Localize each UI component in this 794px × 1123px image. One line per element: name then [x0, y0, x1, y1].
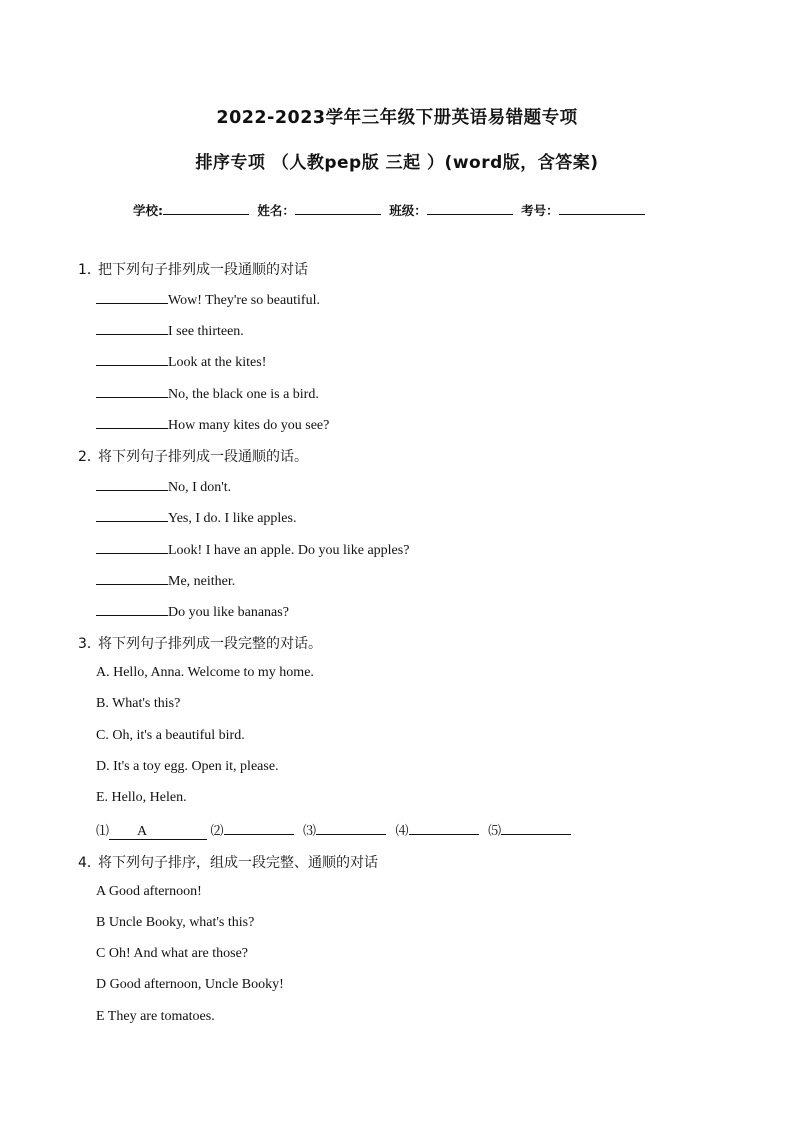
question-4-heading: [78, 852, 378, 872]
answer-value: A: [137, 824, 148, 839]
answer-blank[interactable]: [96, 322, 168, 335]
question-3-heading: [78, 633, 322, 653]
school-label: 学校:: [133, 203, 163, 218]
question-number: 3．: [78, 636, 101, 652]
student-info-row: [133, 201, 649, 219]
exam-no-field[interactable]: [559, 202, 645, 215]
list-item: D Good afternoon, Uncle Booky!: [96, 977, 284, 992]
list-item: A. Hello, Anna. Welcome to my home.: [96, 665, 314, 680]
answer-row: [96, 820, 577, 840]
name-label: 姓名：: [257, 203, 295, 218]
list-item: C. Oh, it's a beautiful bird.: [96, 728, 245, 743]
sentence-text: Wow! They're so beautiful.: [168, 293, 320, 308]
document-subtitle: 排序专项 （人教pep版 三起 ）(word版，含答案): [195, 153, 599, 173]
list-item: [96, 478, 231, 496]
answer-label: ⑷: [395, 824, 409, 839]
list-item: [96, 572, 235, 590]
list-item: [96, 509, 296, 527]
sentence-text: Do you like bananas?: [168, 605, 289, 620]
answer-blank[interactable]: [96, 509, 168, 522]
name-field[interactable]: [295, 202, 381, 215]
question-prompt: 将下列句子排列成一段通顺的话。: [98, 449, 308, 465]
answer-blank[interactable]: [96, 416, 168, 429]
answer-label: ⑴: [96, 824, 110, 839]
question-prompt: 把下列句子排列成一段通顺的对话: [98, 262, 308, 278]
list-item: C Oh! And what are those?: [96, 946, 249, 961]
list-item: E They are tomatoes.: [96, 1009, 215, 1024]
class-field[interactable]: [427, 202, 513, 215]
question-number: 2．: [78, 449, 101, 465]
answer-blank[interactable]: [409, 822, 479, 835]
answer-label: ⑸: [488, 824, 502, 839]
answer-blank[interactable]: [96, 385, 168, 398]
sentence-text: Me, neither.: [168, 574, 236, 589]
class-label: 班级：: [389, 203, 427, 218]
answer-blank[interactable]: [96, 572, 168, 585]
sentence-text: Yes, I do. I like apples.: [168, 511, 297, 526]
question-2-heading: [78, 446, 308, 466]
sentence-text: How many kites do you see?: [168, 418, 330, 433]
sentence-text: No, I don't.: [168, 480, 232, 495]
question-1-heading: [78, 259, 308, 279]
list-item: B. What's this?: [96, 696, 181, 711]
list-item: [96, 322, 244, 340]
list-item: [96, 603, 289, 621]
document-title: 2022-2023学年三年级下册英语易错题专项: [216, 108, 578, 128]
answer-blank[interactable]: [96, 478, 168, 491]
answer-label: ⑶: [303, 824, 317, 839]
answer-blank[interactable]: [96, 353, 168, 366]
answer-label: ⑵: [210, 824, 224, 839]
answer-blank[interactable]: [96, 603, 168, 616]
sentence-text: Look at the kites!: [168, 355, 267, 370]
list-item: A Good afternoon!: [96, 884, 202, 899]
list-item: [96, 541, 409, 559]
answer-blank[interactable]: [501, 822, 571, 835]
answer-blank[interactable]: [316, 822, 386, 835]
school-field[interactable]: [163, 202, 249, 215]
question-number: 4．: [78, 855, 101, 871]
answer-blank[interactable]: [96, 291, 168, 304]
exam-no-label: 考号：: [521, 203, 559, 218]
sentence-text: I see thirteen.: [168, 324, 244, 339]
question-number: 1．: [78, 262, 101, 278]
list-item: D. It's a toy egg. Open it, please.: [96, 759, 279, 774]
list-item: E. Hello, Helen.: [96, 790, 187, 805]
answer-blank[interactable]: [96, 541, 168, 554]
list-item: B Uncle Booky, what's this?: [96, 915, 255, 930]
list-item: [96, 416, 329, 434]
sentence-text: No, the black one is a bird.: [168, 387, 319, 402]
list-item: [96, 385, 319, 403]
question-prompt: 将下列句子排列成一段完整的对话。: [98, 636, 322, 652]
list-item: [96, 291, 320, 309]
question-prompt: 将下列句子排序，组成一段完整、通顺的对话: [98, 855, 378, 871]
answer-blank[interactable]: [224, 822, 294, 835]
sentence-text: Look! I have an apple. Do you like apples?: [168, 543, 410, 558]
list-item: [96, 353, 266, 371]
answer-blank[interactable]: [109, 824, 207, 840]
